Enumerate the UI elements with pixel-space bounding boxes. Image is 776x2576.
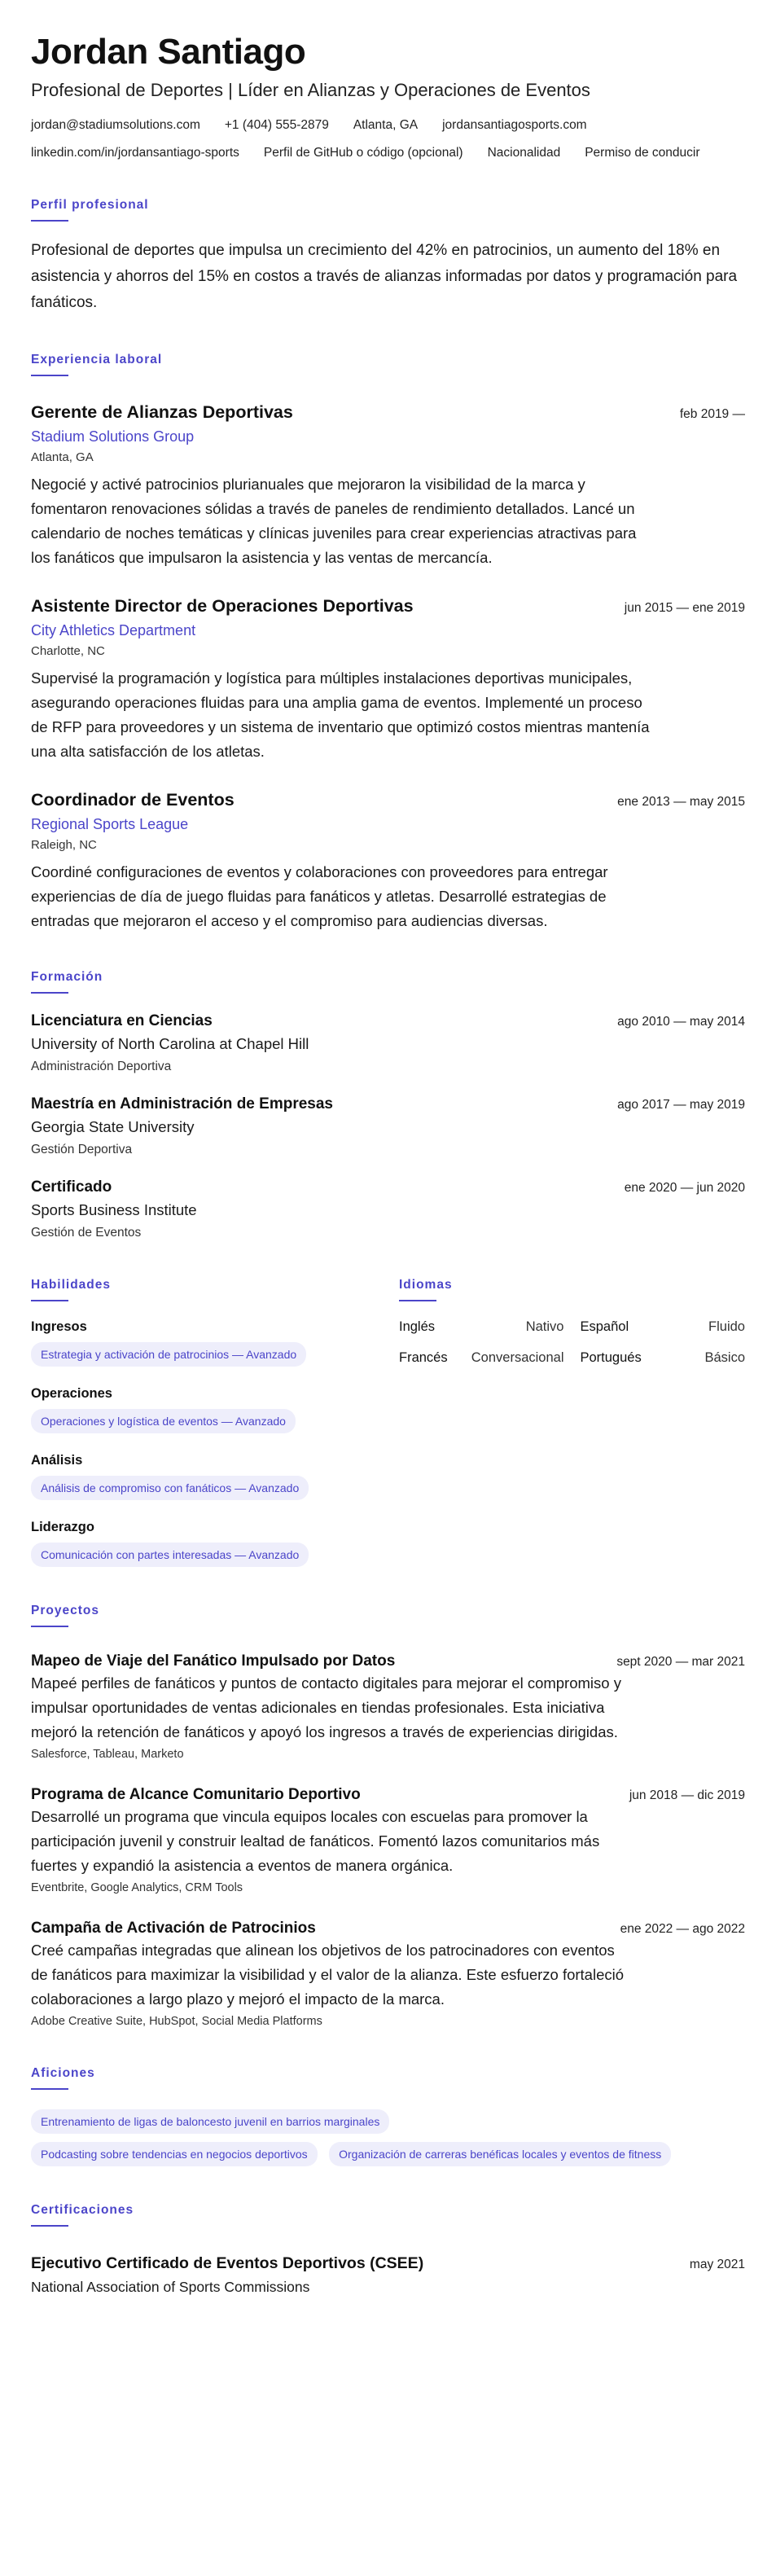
project-dates: jun 2018 — dic 2019 <box>629 1788 745 1802</box>
project-entry <box>31 1652 745 1762</box>
job-organization: Stadium Solutions Group <box>31 428 195 445</box>
education-degree: Certificado <box>31 1178 112 1196</box>
section-divider <box>31 1626 68 1627</box>
hobby-chip: Podcasting sobre tendencias en negocios deportivos <box>31 2142 318 2166</box>
project-entry <box>31 1785 745 1896</box>
education-field: Gestión Deportiva <box>31 1143 133 1156</box>
job-organization: City Athletics Department <box>31 622 196 639</box>
job-location: Atlanta, GA <box>31 450 94 464</box>
job-description: Coordiné configuraciones de eventos y colaboraciones con proveedores para entregar experiencias de día de juego fluidas para fanáticos y atletas. Desarrollé estrategias de entradas que mejoraron el acceso y el compromiso para audiencias diversas. <box>31 863 608 929</box>
project-tools: Salesforce, Tableau, Marketo <box>31 1748 184 1761</box>
project-title: Programa de Alcance Comunitario Deportivo <box>31 1786 361 1803</box>
job-location: Charlotte, NC <box>31 644 105 658</box>
skill-chip: Análisis de compromiso con fanáticos — Avanzado <box>31 1476 309 1500</box>
section-title: Proyectos <box>31 1604 99 1617</box>
job-description: Negocié y activé patrocinios plurianuales que mejoraron la visibilidad de la marca y fomentaron renovaciones sólidas a través de paneles de rendimiento detallados. Lancé un calendario de noches temáticas y clínicas juveniles para crear experiencias atractivas para los fanáticos que impulsaron la asistencia y las ventas de mercancía. <box>31 476 637 566</box>
education-field: Gestión de Eventos <box>31 1226 142 1240</box>
hobby-chip: Entrenamiento de ligas de baloncesto juvenil en barrios marginales <box>31 2109 389 2134</box>
education-section <box>31 969 745 1241</box>
candidate-name: Jordan Santiago <box>31 32 306 72</box>
education-degree: Maestría en Administración de Empresas <box>31 1095 333 1112</box>
language-level: Conversacional <box>471 1350 564 1365</box>
skill-category: Liderazgo <box>31 1520 94 1534</box>
section-divider <box>31 2225 68 2227</box>
contact-website[interactable]: jordansantiagosports.com <box>442 118 587 132</box>
language-item <box>399 1349 564 1367</box>
language-name: Inglés <box>399 1319 436 1334</box>
language-name: Español <box>580 1319 629 1334</box>
section-divider <box>31 2088 68 2090</box>
job-entry <box>31 595 745 764</box>
certification-date: may 2021 <box>689 2258 745 2271</box>
project-entry <box>31 1919 745 2030</box>
hobby-list <box>31 2101 745 2166</box>
section-title: Perfil profesional <box>31 198 149 212</box>
candidate-headline: Profesional de Deportes | Líder en Alianzas y Operaciones de Eventos <box>31 80 590 100</box>
contact-phone[interactable]: +1 (404) 555-2879 <box>224 118 329 132</box>
section-divider <box>31 375 68 376</box>
education-dates: ene 2020 — jun 2020 <box>624 1181 745 1195</box>
education-field: Administración Deportiva <box>31 1060 172 1073</box>
contact-email[interactable]: jordan@stadiumsolutions.com <box>31 118 200 132</box>
skill-group <box>31 1451 399 1500</box>
skills-section <box>31 1277 399 1567</box>
job-dates: jun 2015 — ene 2019 <box>624 601 745 615</box>
project-description: Creé campañas integradas que alinean los objetivos de los patrocinadores con eventos de fanáticos para maximizar la visibilidad y el valor de la alianza. Este esfuerzo fortaleció colaboraciones a largo plazo y mejoró el impacto de la marca. <box>31 1942 625 2008</box>
language-level: Básico <box>704 1350 745 1365</box>
education-dates: ago 2010 — may 2014 <box>617 1015 745 1029</box>
education-school: Georgia State University <box>31 1118 195 1135</box>
section-title: Aficiones <box>31 2066 95 2080</box>
summary-section <box>31 197 745 316</box>
hobbies-section <box>31 2065 745 2166</box>
project-description: Mapeé perfiles de fanáticos y puntos de contacto digitales para mejorar el compromiso y impulsar oportunidades de ventas adicionales en tiendas profesionales. Esta iniciativa mejoró la retención de fanáticos y apoyó los ingresos a través de experiencias dirigidas. <box>31 1674 621 1740</box>
skill-category: Operaciones <box>31 1386 112 1401</box>
language-list <box>399 1318 745 1367</box>
project-tools: Eventbrite, Google Analytics, CRM Tools <box>31 1881 243 1894</box>
education-school: University of North Carolina at Chapel Hill <box>31 1035 309 1052</box>
job-location: Raleigh, NC <box>31 838 97 852</box>
education-school: Sports Business Institute <box>31 1201 197 1218</box>
language-item <box>581 1349 746 1367</box>
job-title: Asistente Director de Operaciones Deportivas <box>31 596 414 616</box>
job-organization: Regional Sports League <box>31 816 189 832</box>
projects-section <box>31 1603 745 2030</box>
section-title: Certificaciones <box>31 2203 134 2217</box>
contact-linkedin[interactable]: linkedin.com/in/jordansantiago-sports <box>31 146 239 160</box>
education-degree: Licenciatura en Ciencias <box>31 1012 213 1029</box>
education-entry <box>31 1178 745 1241</box>
project-dates: sept 2020 — mar 2021 <box>616 1655 745 1669</box>
section-divider <box>31 992 68 994</box>
certifications-section <box>31 2202 745 2297</box>
skill-category: Ingresos <box>31 1319 87 1334</box>
section-title: Habilidades <box>31 1278 111 1292</box>
contact-driving-license: Permiso de conducir <box>585 146 700 160</box>
job-entry <box>31 401 745 570</box>
skill-group <box>31 1318 399 1367</box>
contact-nationality: Nacionalidad <box>487 146 561 160</box>
experience-section <box>31 352 745 933</box>
language-item <box>581 1318 746 1336</box>
skill-group <box>31 1385 399 1433</box>
section-title: Experiencia laboral <box>31 353 163 366</box>
certification-title: Ejecutivo Certificado de Eventos Deportivos (CSEE) <box>31 2254 424 2272</box>
section-divider <box>399 1300 436 1301</box>
skill-chip: Comunicación con partes interesadas — Avanzado <box>31 1543 309 1567</box>
job-dates: feb 2019 — <box>679 407 745 421</box>
language-name: Portugués <box>580 1350 642 1365</box>
project-title: Campaña de Activación de Patrocinios <box>31 1920 316 1937</box>
project-dates: ene 2022 — ago 2022 <box>620 1922 745 1936</box>
contact-location: Atlanta, GA <box>353 118 419 132</box>
resume-header <box>31 31 745 161</box>
languages-section <box>399 1277 745 1567</box>
education-entry <box>31 1012 745 1075</box>
language-name: Francés <box>399 1350 448 1365</box>
certification-issuer: National Association of Sports Commissions <box>31 2279 310 2295</box>
skill-group <box>31 1518 399 1567</box>
skill-chip: Operaciones y logística de eventos — Avanzado <box>31 1409 296 1433</box>
project-description: Desarrollé un programa que vincula equipos locales con escuelas para promover la participación juvenil y construir lealtad de fanáticos. Fomentó lazos comunitarios más fuertes y expandió la asistencia a eventos de manera orgánica. <box>31 1808 600 1874</box>
job-entry <box>31 788 745 933</box>
education-entry <box>31 1095 745 1158</box>
education-dates: ago 2017 — may 2019 <box>617 1098 745 1112</box>
section-divider <box>31 1300 68 1301</box>
language-item <box>399 1318 564 1336</box>
job-dates: ene 2013 — may 2015 <box>617 795 745 809</box>
language-level: Fluido <box>708 1319 745 1334</box>
skill-chip: Estrategia y activación de patrocinios — Avanzado <box>31 1342 306 1367</box>
summary-text: Profesional de deportes que impulsa un crecimiento del 42% en patrocinios, un aumento del 18% en asistencia y ahorros del 15% en costos a través de alianzas informadas por datos y programación para fanáticos. <box>31 242 738 311</box>
skill-category: Análisis <box>31 1453 83 1468</box>
skills-languages-row <box>31 1277 745 1567</box>
language-level: Nativo <box>525 1319 564 1334</box>
certification-entry <box>31 2253 745 2297</box>
contact-github[interactable]: Perfil de GitHub o código (opcional) <box>263 146 463 160</box>
project-tools: Adobe Creative Suite, HubSpot, Social Media Platforms <box>31 2015 322 2028</box>
job-description: Supervisé la programación y logística para múltiples instalaciones deportivas municipales, asegurando operaciones fluidas para una amplia gama de eventos. Implementé un proceso de RFP para proveedores y un sistema de inventario que optimizó costos mientras mantenía una alta satisfacción de los atletas. <box>31 669 650 760</box>
job-title: Coordinador de Eventos <box>31 790 235 810</box>
section-divider <box>31 220 68 222</box>
project-title: Mapeo de Viaje del Fanático Impulsado por Datos <box>31 1652 396 1670</box>
section-title: Idiomas <box>399 1278 453 1292</box>
section-title: Formación <box>31 970 103 984</box>
hobby-chip: Organización de carreras benéficas locales y eventos de fitness <box>329 2142 671 2166</box>
job-title: Gerente de Alianzas Deportivas <box>31 402 293 422</box>
contact-list <box>31 117 745 161</box>
